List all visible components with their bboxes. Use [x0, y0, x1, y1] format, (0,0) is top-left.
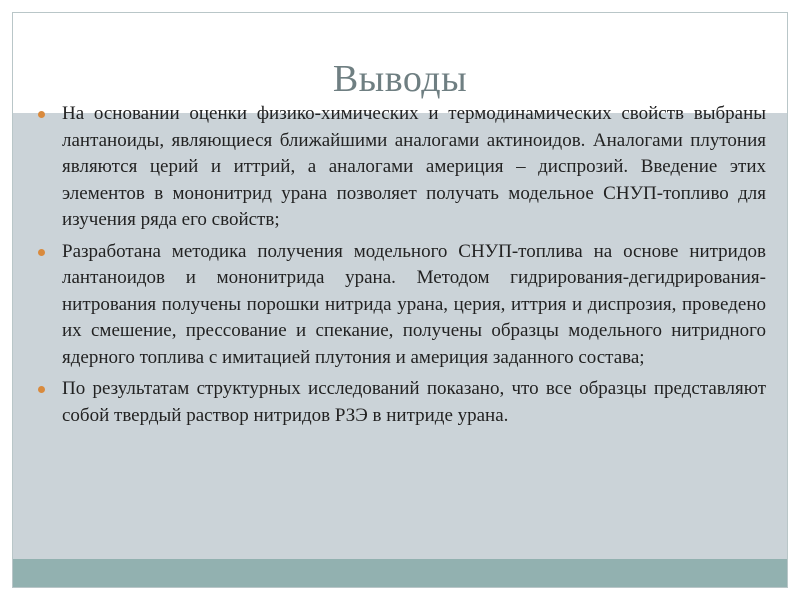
bullet-text: На основании оценки физико-химических и термодинамических свойств выбраны лантаноиды, являющиеся ближайшими аналогами актиноидов. Аналогами плутония являются церий и иттрий, а аналогами америция – диспрозий. Введение этих элементов в мононитрид урана позволяет получать модельное СНУП-топливо для изучения ряда его свойств; [62, 103, 766, 230]
bullet-dot-icon [38, 249, 45, 256]
bullet-item [38, 101, 766, 234]
bullet-item [38, 239, 766, 372]
title-area [13, 13, 787, 112]
bullet-item [38, 376, 766, 429]
bullet-text: По результатам структурных исследований показано, что все образцы представляют собой твердый раствор нитридов РЗЭ в нитриде урана. [62, 378, 766, 426]
bullet-text: Разработана методика получения модельного СНУП-топлива на основе нитридов лантаноидов и мононитрида урана. Методом гидрирования-дегидрирования-нитрования получены порошки нитрида урана, церия, иттрия и диспрозия, проведено их смешение, прессование и спекание, получены образцы модельного нитридного ядерного топлива с имитацией плутония и америция заданного состава; [62, 240, 766, 368]
slide-title: Выводы [332, 58, 468, 100]
footer-bar [13, 559, 787, 587]
bullet-dot-icon [38, 386, 45, 393]
bullet-list [38, 101, 766, 434]
bullet-dot-icon [38, 111, 45, 118]
